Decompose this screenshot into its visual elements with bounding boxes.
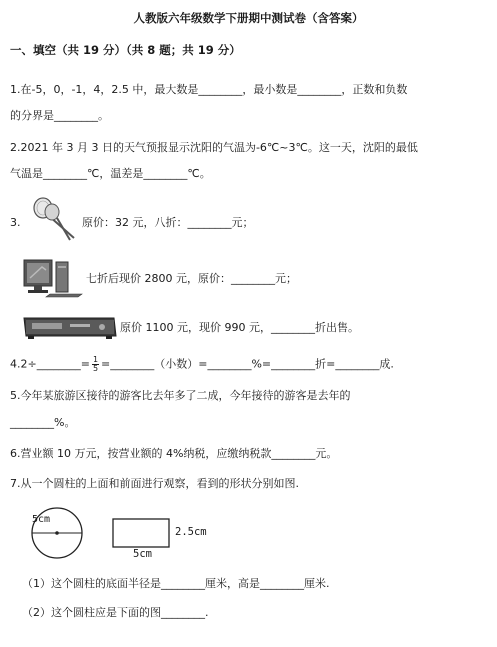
question-6-line: 6.营业额 10 万元，按营业额的 4%纳税，应缴纳税款________元。	[10, 447, 338, 460]
question-3-number: 3.	[10, 216, 21, 229]
fraction-denominator: 5	[92, 364, 99, 373]
question-1-line-2: 的分界是________。	[10, 109, 109, 122]
question-4-part-2: =________（小数）=________%=________折=________成.	[101, 357, 394, 371]
fraction-numerator: 1	[92, 355, 99, 364]
question-5-line-2: ________%。	[10, 416, 76, 429]
question-3-device-text: 原价 1100 元，现价 990 元，________折出售。	[120, 321, 359, 334]
page-title: 人教版六年级数学下册期中测试卷（含答案）	[133, 11, 364, 25]
electronic-device-icon	[22, 312, 118, 342]
question-7-line: 7.从一个圆柱的上面和前面进行观察，看到的形状分别如图.	[10, 477, 299, 490]
circle-diameter-label: 5cm	[32, 514, 51, 525]
rectangle-height-label: 2.5cm	[175, 526, 207, 538]
question-1-line-1: 1.在-5，0，-1，4，2.5 中，最大数是________，最小数是________，正数和负数	[10, 83, 408, 96]
question-2-line-2: 气温是________℃，温差是________℃。	[10, 167, 211, 180]
question-3-computer-text: 七折后现价 2800 元，原价：________元；	[86, 272, 297, 285]
question-4-part-1: 4.2÷________=	[10, 357, 90, 371]
cylinder-front-view-rectangle	[112, 518, 172, 550]
rectangle-width-label: 5cm	[133, 548, 152, 560]
question-2-line-1: 2.2021 年 3 月 3 日的天气预报显示沈阳的气温为-6℃~3℃。这一天，沈阳的最低	[10, 141, 418, 154]
fraction-one-fifth	[92, 356, 99, 373]
question-4-line	[10, 356, 394, 373]
question-7-sub-2: （2）这个圆柱应是下面的图________.	[22, 606, 209, 619]
section-heading-fill-blank: 一、填空（共 19 分）（共 8 题；共 19 分）	[10, 43, 241, 57]
question-7-sub-1: （1）这个圆柱的底面半径是________厘米，高是________厘米.	[22, 577, 330, 590]
badminton-racket-icon	[30, 196, 78, 242]
question-3-racket-text: 原价：32 元，八折：________元；	[82, 216, 254, 229]
question-5-line-1: 5.今年某旅游区接待的游客比去年多了二成，今年接待的游客是去年的	[10, 389, 351, 402]
computer-icon	[22, 258, 84, 298]
cylinder-top-view-circle	[14, 503, 104, 561]
